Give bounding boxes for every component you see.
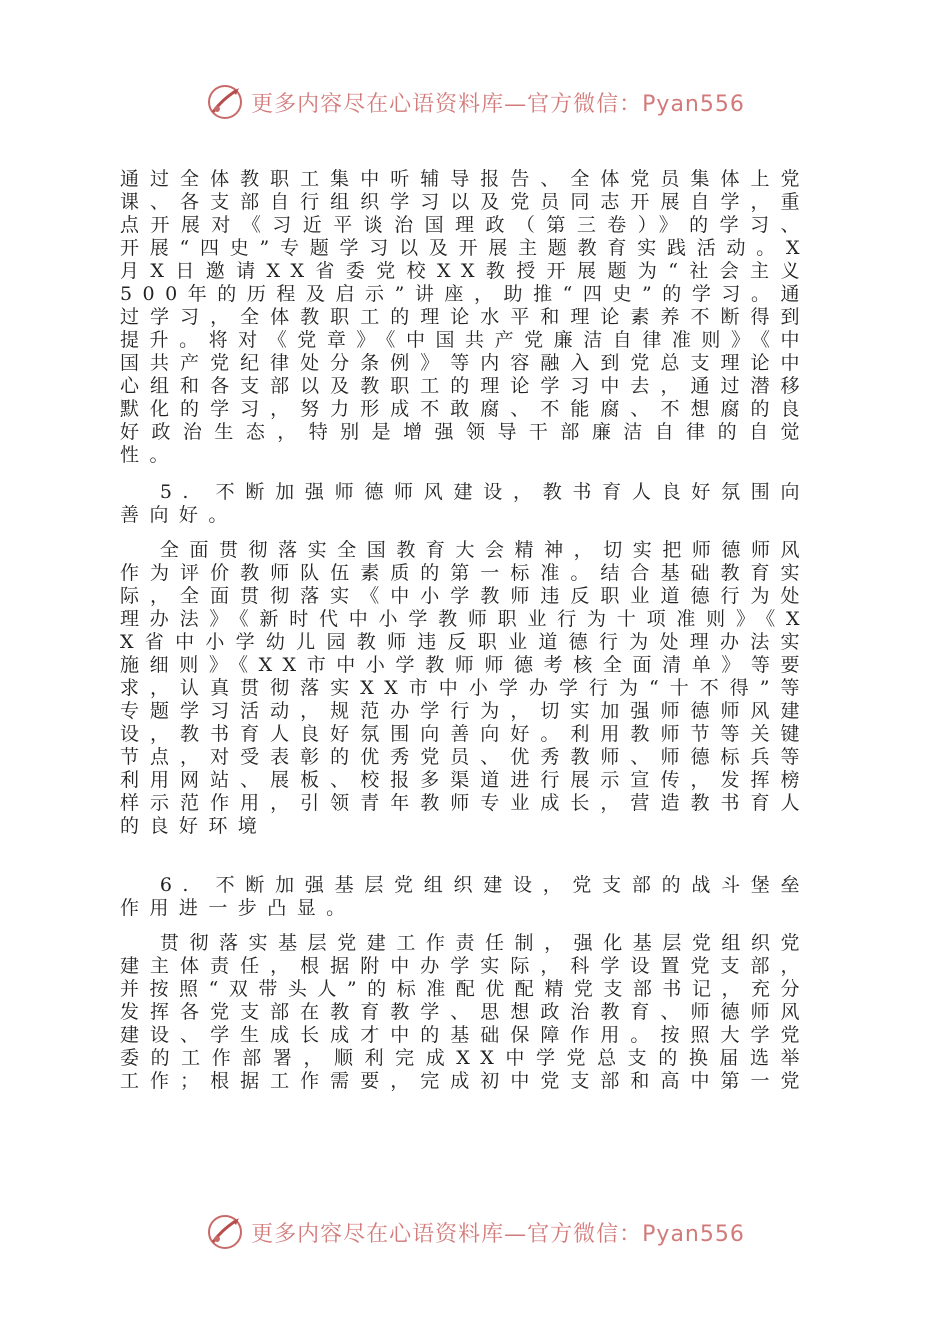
pen-logo-icon xyxy=(205,82,245,122)
document-body xyxy=(120,168,810,1093)
heading-6-party-organization: 6. 不断加强基层党组织建设，党支部的战斗堡垒作用进一步凸显。 xyxy=(120,874,810,919)
banner-wechat-label: 官方微信： xyxy=(527,1221,643,1247)
footer-banner xyxy=(0,1210,950,1254)
pen-logo-icon xyxy=(205,1212,245,1252)
banner-text xyxy=(251,87,745,118)
banner-title: 更多内容尽在心语资料库 xyxy=(251,1221,505,1247)
paragraph-theory-study: 通过全体教职工集中听辅导报告、全体党员集体上党课、各支部自行组织学习以及党员同志开展自学，重点开展对《习近平谈治国理政（第三卷）》的学习、开展“四史”专题学习以及开展主题教育实践活动。X月X日邀请XX省委党校XX教授开展题为“社会主义500年的历程及启示”讲座，助推“四史”的学习。通过学习，全体教职工的理论水平和理论素养不断得到提升。将对《党章》《中国共产党廉洁自律准则》《中国共产党纪律处分条例》等内容融入到党总支理论中心组和各支部以及教职工的理论学习中去，通过潜移默化的学习，努力形成不敢腐、不能腐、不想腐的良好政治生态，特别是增强领导干部廉洁自律的自觉性。 xyxy=(120,168,810,466)
paragraph-teacher-ethics: 全面贯彻落实全国教育大会精神，切实把师德师风作为评价教师队伍素质的第一标准。结合基础教育实际，全面贯彻落实《中小学教师违反职业道德行为处理办法》《新时代中小学教师职业行为十项准则》《XX省中小学幼儿园教师违反职业道德行为处理办法实施细则》《XX市中小学教师师德考核全面清单》等要求，认真贯彻落实XX市中小学办学行为“十不得”等专题学习活动，规范办学行为，切实加强师德师风建设，教书育人良好氛围向善向好。利用教师节等关键节点，对受表彰的优秀党员、优秀教师、师德标兵等利用网站、展板、校报多渠道进行展示宣传，发挥榜样示范作用，引领青年教师专业成长，营造教书育人的良好环境 xyxy=(120,539,810,837)
header-banner xyxy=(0,80,950,124)
banner-wechat-id: Pyan556 xyxy=(642,1221,745,1247)
banner-dash: — xyxy=(504,91,528,117)
banner-wechat-id: Pyan556 xyxy=(642,91,745,117)
heading-5-teacher-ethics: 5. 不断加强师德师风建设，教书育人良好氛围向善向好。 xyxy=(120,481,810,526)
banner-title: 更多内容尽在心语资料库 xyxy=(251,91,505,117)
paragraph-party-organization: 贯彻落实基层党建工作责任制，强化基层党组织党建主体责任，根据附中办学实际，科学设置党支部，并按照“双带头人”的标准配优配精党支部书记，充分发挥各党支部在教育教学、思想政治教育、师德师风建设、学生成长成才中的基础保障作用。按照大学党委的工作部署，顺利完成XX中学党总支的换届选举工作；根据工作需要，完成初中党支部和高中第一党 xyxy=(120,932,810,1092)
banner-dash: — xyxy=(504,1221,528,1247)
banner-wechat-label: 官方微信： xyxy=(527,91,643,117)
banner-text xyxy=(251,1217,745,1248)
